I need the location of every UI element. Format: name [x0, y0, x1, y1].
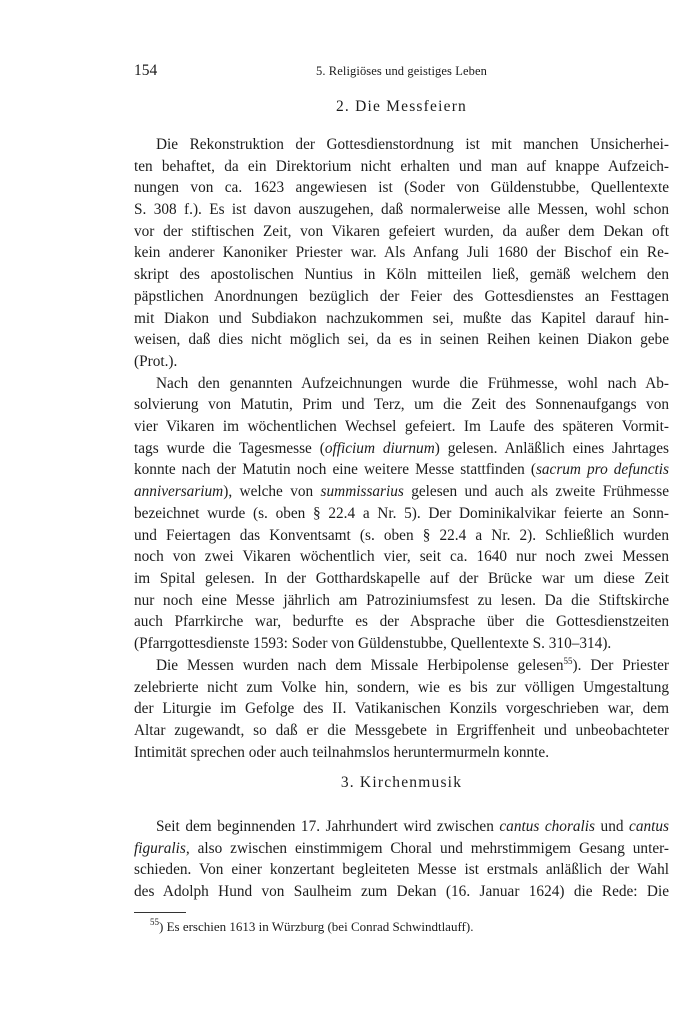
text-line: kein anderer Kanoniker Priester war. Als Anfang Juli 1680 der Bischof ein Re- [134, 244, 669, 262]
text-line: vier Vikaren im wöchentlichen Wechsel gefeiert. Im Laufe des späteren Vormit- [134, 418, 669, 436]
text-line [134, 655, 669, 677]
latin-term: sacrum pro defunctis [535, 461, 669, 479]
text-run: Seit dem beginnenden 17. Jahrhundert wird zwischen [156, 818, 500, 835]
text-line: noch von zwei Vikaren wöchentlich vier, seit ca. 1640 nur noch zwei Messen [134, 548, 669, 566]
text-line: (Prot.). [134, 352, 178, 370]
text-line: auch Pfarrkirche war, bedurfte es der Absprache über die Gottesdienstzeiten [134, 613, 669, 631]
text-line: und Feiertagen das Konventsamt (s. oben § 22.4 a Nr. 2). Schließlich wurden [134, 526, 669, 544]
footnote-text: ) Es erschien 1613 in Würzburg (bei Conrad Schwindtlauff). [159, 919, 474, 934]
latin-term: summissarius [320, 483, 404, 501]
text-line: im Spital gelesen. In der Gotthardskapelle auf der Brücke war um diese Zeit [134, 569, 669, 587]
text-line: schieden. Von einer konzertant begleiteten Messe ist erstmals anläßlich der Wahl [134, 861, 669, 879]
section-heading-kirchenmusik: 3. Kirchenmusik [340, 774, 463, 791]
paragraph-rekonstruktion [134, 134, 669, 373]
section-heading-messfeiern: 2. Die Messfeiern [335, 98, 468, 115]
text-line: des Adolph Hund von Saulheim zum Dekan (16. Januar 1624) die Rede: Die [134, 883, 669, 901]
text-line: vor der stiftischen Zeit, von Vikaren gefeiert wurden, da außer dem Dekan oft [134, 222, 669, 240]
footnote-marker: 55 [150, 917, 159, 927]
running-title: 5. Religiöses und geistiges Leben [316, 64, 487, 78]
text-line: ten behaftet, da ein Direktorium nicht erhalten und man auf knappe Aufzeich- [134, 157, 669, 175]
text-line: bezeichnet wurde (s. oben § 22.4 a Nr. 5). Der Dominikalvikar feierte an Sonn- [134, 504, 669, 522]
footnote-divider [134, 912, 186, 913]
text-run: konnte nach der Matutin noch eine weitere Messe stattfinden ( [134, 461, 536, 479]
page-number: 154 [134, 62, 158, 79]
text-line: Nach den genannten Aufzeichnungen wurde die Frühmesse, wohl nach Ab- [156, 374, 669, 392]
text-line: S. 308 f.). Es ist davon auszugehen, daß normalerweise alle Messen, wohl schon [134, 201, 669, 219]
text-run: ). Der Priester [572, 657, 669, 674]
text-line [134, 481, 669, 503]
text-run: ) gelesen. Anläßlich eines Jahrtages [434, 439, 669, 457]
footnote [150, 918, 473, 936]
text-line: skript des apostolischen Nuntius in Köln mitteilen ließ, gemäß welchem den [134, 266, 669, 284]
latin-term: figuralis, [134, 839, 190, 857]
text-line: Die Rekonstruktion der Gottesdienstordnung ist mit manchen Unsicherhei- [156, 136, 669, 153]
text-line: mit Diakon und Subdiakon nachzukommen sei, mußte das Kapitel darauf hin- [134, 309, 669, 327]
text-line: päpstlichen Anordnungen bezüglich der Feier des Gottesdienstes an Festtagen [134, 287, 669, 305]
latin-term: cantus choralis [499, 818, 596, 835]
text-line: weisen, daß dies nicht möglich sei, da es in seinen Reihen keinen Diakon gebe [134, 331, 669, 349]
text-line: solvierung von Matutin, Prim und Terz, um die Zeit des Sonnenaufgangs von [134, 396, 669, 414]
text-line [134, 838, 669, 860]
text-line: zelebrierte nicht zum Volke hin, sondern, wie es bis zur völligen Umgestaltung [134, 678, 669, 696]
running-head [134, 62, 669, 82]
text-line: (Pfarrgottesdienste 1593: Soder von Güldenstubbe, Quellentexte S. 310–314). [134, 634, 612, 652]
text-run: tags wurde die Tagesmesse ( [134, 439, 325, 457]
latin-term: officium diurnum [324, 439, 435, 457]
text-line [134, 438, 669, 460]
text-run: ), welche von [223, 483, 321, 501]
latin-term: cantus [629, 818, 669, 835]
latin-term: anniversarium [134, 483, 224, 501]
text-line: nungen von ca. 1623 angewiesen ist (Soder von Güldenstubbe, Quellentexte [134, 179, 669, 197]
text-run: Die Messen wurden nach dem Missale Herbipolense gelesen [156, 657, 564, 674]
text-line: Altar zugewandt, so daß er die Messgebete in Ergriffenheit und unbeobachteter [134, 722, 669, 740]
footnote-reference: 55 [563, 656, 573, 666]
text-line [134, 459, 669, 481]
text-run: und [595, 818, 630, 835]
text-line: Intimität sprechen oder auch teilnahmslos heruntermurmeln konnte. [134, 743, 550, 761]
text-run: also zwischen einstimmigem Choral und mehrstimmigem Gesang unter- [189, 839, 669, 857]
text-line [134, 816, 669, 838]
text-line: nur noch eine Messe jährlich am Patroziniumsfest zu lesen. Da die Stiftskirche [134, 591, 669, 609]
text-run: gelesen und auch als zweite Frühmesse [403, 483, 669, 501]
paragraph-missale [134, 655, 669, 763]
text-line: der Liturgie im Gefolge des II. Vatikanischen Konzils vorgeschrieben war, dem [134, 700, 669, 718]
paragraph-kirchenmusik [134, 816, 669, 903]
paragraph-fruehmesse [134, 373, 669, 655]
